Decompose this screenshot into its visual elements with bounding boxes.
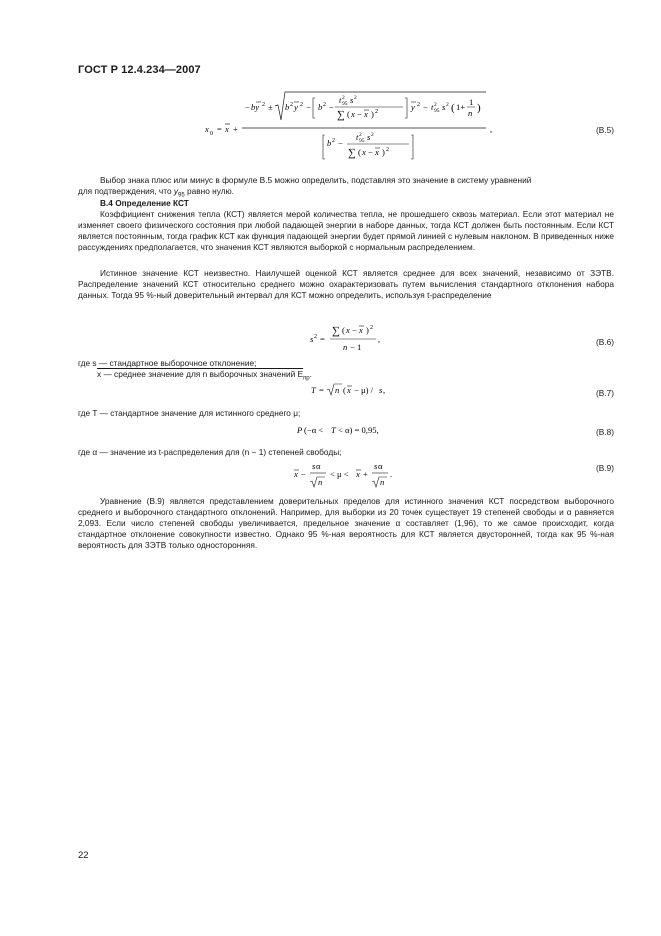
- svg-text:x: x: [351, 109, 355, 119]
- svg-text:b: b: [318, 102, 323, 112]
- svg-text:): ): [366, 325, 369, 335]
- svg-text:2: 2: [290, 102, 293, 108]
- svg-text:0: 0: [210, 131, 213, 137]
- svg-text:P: P: [297, 425, 303, 435]
- svg-text:−: −: [306, 102, 311, 112]
- svg-text:2: 2: [370, 325, 373, 331]
- svg-text:±: ±: [268, 102, 273, 112]
- svg-text:x: x: [294, 469, 298, 479]
- svg-text:+: +: [363, 469, 368, 479]
- svg-text:∑: ∑: [332, 325, 340, 337]
- equation-b8: [297, 422, 407, 438]
- equation-b5-graphic: [205, 88, 505, 168]
- where-alpha: где α — значение из t-распределения для (n − 1) степеней свободы;: [78, 447, 342, 457]
- svg-text:s: s: [374, 461, 378, 471]
- svg-text:by: by: [251, 102, 260, 112]
- svg-text:(: (: [342, 325, 345, 335]
- svg-text:x: x: [346, 325, 350, 335]
- sign-choice-end: равно нулю.: [184, 186, 235, 196]
- paragraph-conclusion: Уравнение (В.9) является представлением доверительных пределов для истинного значения КСТ посредством выборочного среднего и выборочного стандартного отклонений. Например, для выборки из 20 точек существует 19 степеней свободы и α равняется 2,093. Если число степеней свободы увеличивается, предельное значение α составляет (1,96), то же самое происходит, когда стандартное отклонение совокупности известно. Однако 95 %-ная вероятность для КСТ является двусторонней, тогда как 95 %-ная вероятность для ЗЭТВ только односторонняя.: [78, 496, 614, 550]
- equation-b8-number: (В.8): [596, 427, 614, 437]
- paragraph-kst-definition: Коэффициент снижения тепла (КСТ) является мерой количества тепла, не прошедшего сквозь материал. Если этот материал не изменяет своего физического состояния при любой падающей энергии в наборе данных, тогда КСТ должен быть постоянным. Если КСТ является постоянным, тогда график КСТ как функция падающей энергии будет прямой линией с нулевым наклоном. В приведенных ниже рассуждениях предполагается, что значения КСТ являются выборкой с нормальным распределением.: [78, 209, 614, 252]
- svg-text:t: t: [356, 132, 359, 142]
- svg-text:,: ,: [378, 334, 381, 344]
- svg-text:−: −: [245, 102, 250, 112]
- equation-b9-graphic: [294, 458, 414, 492]
- svg-text:(: (: [347, 109, 350, 119]
- svg-text:T: T: [331, 425, 336, 435]
- equation-b9: [294, 458, 414, 492]
- svg-text:=: =: [320, 334, 325, 344]
- svg-text:=: =: [319, 385, 324, 395]
- equation-b6-graphic: [310, 320, 400, 360]
- svg-text:2: 2: [314, 334, 317, 340]
- svg-text:s: s: [367, 132, 371, 142]
- svg-text:1+: 1+: [456, 102, 466, 112]
- equation-b5: [205, 88, 505, 168]
- document-header: ГОСТ Р 12.4.234—2007: [78, 64, 201, 76]
- svg-text:x: x: [356, 469, 360, 479]
- svg-text:x: x: [347, 385, 351, 395]
- svg-text:2: 2: [417, 102, 420, 108]
- svg-text:(−α <: (−α <: [304, 425, 324, 435]
- svg-text:2: 2: [332, 138, 335, 144]
- svg-text:α: α: [378, 461, 383, 471]
- svg-text:− 1: − 1: [350, 342, 362, 352]
- svg-text:): ): [371, 109, 374, 119]
- svg-text:2: 2: [262, 102, 265, 108]
- svg-text:−: −: [301, 469, 306, 479]
- svg-text:): ): [382, 147, 385, 157]
- svg-text:n: n: [468, 108, 473, 118]
- svg-text:): ): [477, 102, 481, 114]
- equation-b6: [310, 320, 400, 360]
- svg-text:,: ,: [490, 124, 493, 134]
- svg-text:1: 1: [469, 97, 474, 107]
- svg-text:x: x: [359, 325, 363, 335]
- svg-text:2: 2: [371, 132, 374, 138]
- svg-text:x: x: [375, 147, 379, 157]
- svg-text:s: s: [312, 461, 316, 471]
- svg-text:2: 2: [300, 102, 303, 108]
- svg-text:s: s: [442, 102, 446, 112]
- svg-text:∑: ∑: [337, 109, 345, 121]
- svg-text:(: (: [358, 147, 361, 157]
- svg-text:< μ <: < μ <: [330, 469, 349, 479]
- svg-text:.: .: [390, 469, 393, 479]
- sign-choice-sub: 95: [178, 192, 185, 199]
- sign-choice-text: для подтверждения, что: [78, 186, 174, 196]
- svg-text:α: α: [316, 461, 321, 471]
- svg-text:2: 2: [354, 95, 357, 101]
- svg-text:(: (: [451, 102, 455, 114]
- svg-text:b: b: [327, 138, 332, 148]
- svg-text:2: 2: [323, 102, 326, 108]
- equation-b8-graphic: [297, 422, 407, 438]
- svg-text:b: b: [285, 102, 290, 112]
- svg-text:2: 2: [434, 102, 437, 108]
- svg-text:s: s: [310, 334, 314, 344]
- svg-text:2: 2: [359, 132, 362, 138]
- equation-b5-number: (В.5): [596, 125, 614, 135]
- where-s: где s — стандартное выборочное отклонение;: [78, 358, 257, 368]
- svg-text:∑: ∑: [348, 147, 356, 159]
- svg-text:95: 95: [342, 101, 348, 107]
- equation-b9-number: (В.9): [596, 463, 614, 473]
- svg-text:n: n: [318, 477, 323, 487]
- svg-text:2: 2: [446, 102, 449, 108]
- svg-text:< α) = 0,95,: < α) = 0,95,: [338, 425, 379, 435]
- svg-text:(: (: [343, 385, 346, 395]
- svg-text:T: T: [311, 385, 316, 395]
- where-xbar-text: x — среднее значение для n выборочных значений E: [97, 369, 304, 379]
- svg-text:t: t: [339, 95, 342, 105]
- svg-text:n: n: [380, 477, 385, 487]
- where-xbar: x — среднее значение для n выборочных значений $E_{пр}$.: [97, 369, 312, 382]
- svg-text:−: −: [352, 325, 357, 335]
- equation-b6-number: (В.6): [596, 337, 614, 347]
- svg-text:−: −: [368, 147, 373, 157]
- svg-text:−: −: [357, 109, 362, 119]
- svg-text:y: y: [294, 102, 298, 112]
- svg-text:+: +: [233, 124, 238, 134]
- svg-text:− μ) /: − μ) /: [354, 385, 374, 395]
- svg-text:95: 95: [434, 108, 440, 114]
- svg-text:x: x: [225, 124, 229, 134]
- svg-text:−: −: [338, 138, 343, 148]
- equation-b7-graphic: [311, 382, 401, 398]
- svg-text:95: 95: [359, 138, 365, 144]
- svg-text:y: y: [411, 102, 415, 112]
- svg-text:2: 2: [375, 109, 378, 115]
- svg-text:x: x: [205, 124, 209, 134]
- svg-text:x: x: [362, 147, 366, 157]
- where-xbar-sub: пр: [303, 375, 310, 382]
- svg-text:t: t: [431, 102, 434, 112]
- svg-text:−: −: [329, 102, 334, 112]
- svg-text:,: ,: [383, 385, 386, 395]
- svg-text:s: s: [379, 385, 383, 395]
- svg-text:2: 2: [386, 147, 389, 153]
- svg-text:=: =: [217, 124, 222, 134]
- svg-text:−: −: [423, 102, 428, 112]
- svg-text:x: x: [364, 109, 368, 119]
- page-number: 22: [78, 850, 89, 861]
- section-title: В.4 Определение КСТ: [100, 198, 189, 208]
- paragraph-sign-choice: [78, 175, 614, 186]
- sign-choice-var: y: [173, 186, 179, 196]
- sign-choice-line-1: Выбор знака плюс или минус в формуле В.5 можно определить, подставляя это значение в систему уравнений: [100, 175, 532, 185]
- paragraph-true-value: Истинное значение КСТ неизвестно. Наилучшей оценкой КСТ является среднее для всех значений, независимо от ЗЭТВ. Распределение значений КСТ относительно среднего можно охарактеризовать путем вычисления стандартного отклонения набора данных. Тогда 95 %-ный доверительный интервал для КСТ можно определить, используя t-распределение: [78, 268, 614, 300]
- svg-text:n: n: [343, 342, 348, 352]
- where-T: где T — стандартное значение для истинного среднего μ;: [78, 408, 301, 418]
- svg-text:2: 2: [342, 95, 345, 101]
- svg-text:s: s: [350, 95, 354, 105]
- equation-b7: [311, 382, 401, 398]
- svg-text:n: n: [335, 385, 340, 395]
- equation-b7-number: (В.7): [596, 388, 614, 398]
